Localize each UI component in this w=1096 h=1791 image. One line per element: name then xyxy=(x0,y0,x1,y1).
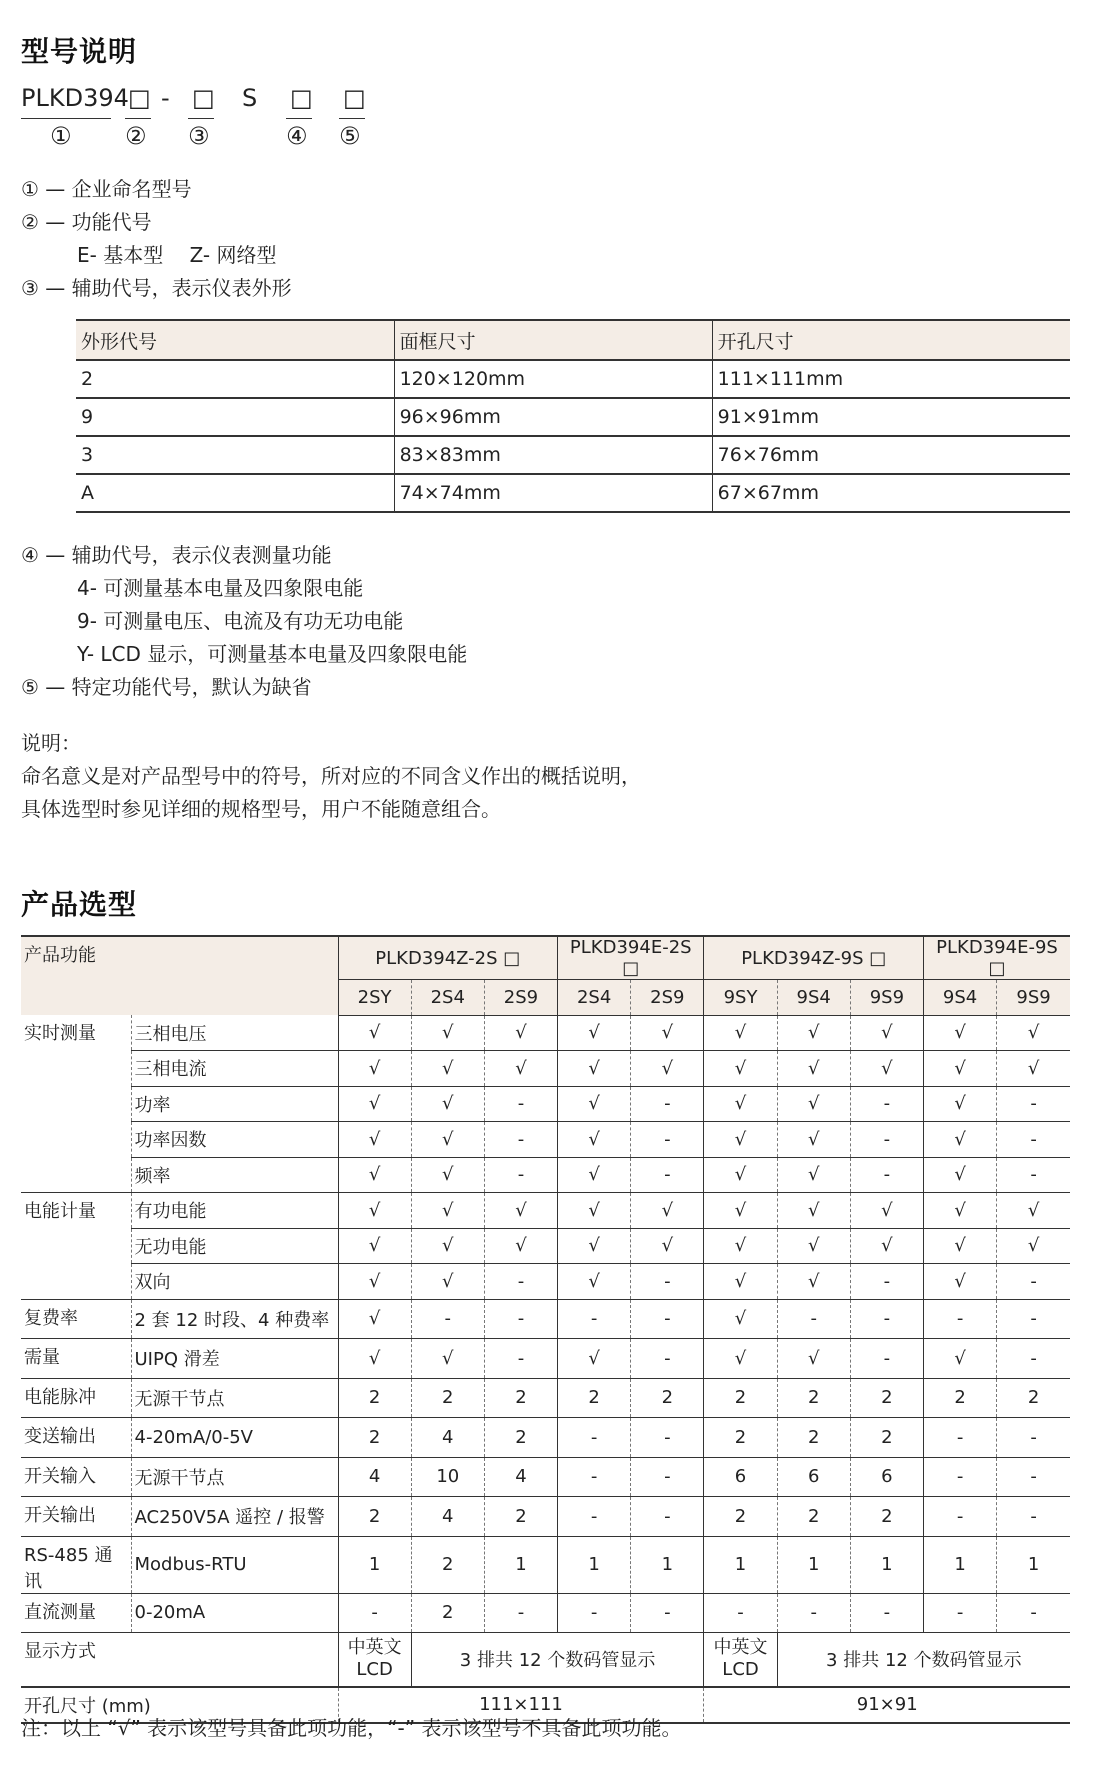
value-cell: √ xyxy=(411,1228,484,1264)
value-cell: - xyxy=(997,1264,1070,1300)
model-box-5: □ xyxy=(343,84,366,112)
value-cell: √ xyxy=(411,1339,484,1379)
cell: 120×120mm xyxy=(394,360,712,398)
category-label: RS-485 通讯 xyxy=(21,1536,131,1593)
model-code-header: 9S4 xyxy=(777,980,850,1016)
value-cell: √ xyxy=(338,1122,411,1158)
value-cell: √ xyxy=(777,1339,850,1379)
value-cell: √ xyxy=(704,1228,777,1264)
value-cell: √ xyxy=(338,1264,411,1300)
value-cell: 1 xyxy=(558,1536,631,1593)
sub-function-label: AC250V5A 遥控 / 报警 xyxy=(131,1497,338,1537)
value-cell: - xyxy=(850,1339,923,1379)
sub-function-label: 无源干节点 xyxy=(131,1457,338,1497)
table-row xyxy=(21,1457,1070,1497)
value-cell: √ xyxy=(631,1228,704,1264)
value-cell: √ xyxy=(924,1193,997,1229)
value-cell: - xyxy=(997,1457,1070,1497)
table-row xyxy=(21,1015,1070,1051)
value-cell: 4 xyxy=(411,1418,484,1458)
value-cell: √ xyxy=(338,1193,411,1229)
value-cell: 4 xyxy=(411,1497,484,1537)
note-line: 说明： xyxy=(21,731,81,755)
model-num-1: ① xyxy=(50,122,72,150)
value-cell: 2 xyxy=(777,1378,850,1418)
cell: 91×91mm xyxy=(712,398,1070,436)
value-cell: √ xyxy=(924,1086,997,1122)
value-cell: √ xyxy=(558,1015,631,1051)
value-cell: √ xyxy=(777,1122,850,1158)
value-cell: √ xyxy=(411,1157,484,1193)
value-cell: 1 xyxy=(631,1536,704,1593)
category-label: 实时测量 xyxy=(21,1015,131,1193)
table-row xyxy=(21,1418,1070,1458)
value-cell: √ xyxy=(338,1015,411,1051)
value-cell: - xyxy=(997,1299,1070,1339)
value-cell: 1 xyxy=(997,1536,1070,1593)
value-cell: √ xyxy=(558,1228,631,1264)
value-cell: - xyxy=(924,1497,997,1537)
value-cell: √ xyxy=(338,1086,411,1122)
value-cell: √ xyxy=(631,1051,704,1087)
sub-function-label: 2 套 12 时段、4 种费率 xyxy=(131,1299,338,1339)
value-cell: - xyxy=(850,1264,923,1300)
table-row xyxy=(21,1228,1070,1264)
value-cell: 2 xyxy=(631,1378,704,1418)
value-cell: 6 xyxy=(850,1457,923,1497)
value-cell: √ xyxy=(777,1228,850,1264)
notes xyxy=(21,727,641,826)
model-code-header: 2SY xyxy=(338,980,411,1016)
sub-function-label: 0-20mA xyxy=(131,1593,338,1633)
value-cell: - xyxy=(850,1122,923,1158)
table-row xyxy=(21,1264,1070,1300)
category-label: 开关输出 xyxy=(21,1497,131,1537)
value-cell: 2 xyxy=(558,1378,631,1418)
model-num-5: ⑤ xyxy=(339,122,361,150)
desc-item: 9- 可测量电压、电流及有功无功电能 xyxy=(77,609,404,633)
cell: A xyxy=(76,474,394,512)
value-cell: - xyxy=(850,1086,923,1122)
value-cell: - xyxy=(777,1593,850,1633)
value-cell: √ xyxy=(338,1299,411,1339)
value-cell: √ xyxy=(338,1157,411,1193)
value-cell: √ xyxy=(484,1051,557,1087)
desc-item: ⑤ — 特定功能代号，默认为缺省 xyxy=(21,675,312,699)
value-cell: √ xyxy=(558,1264,631,1300)
value-cell: 1 xyxy=(484,1536,557,1593)
table-row xyxy=(21,1193,1070,1229)
sub-function-label: 有功电能 xyxy=(131,1193,338,1229)
value-cell: - xyxy=(631,1264,704,1300)
value-cell: - xyxy=(484,1122,557,1158)
value-cell: 2 xyxy=(997,1378,1070,1418)
table-row xyxy=(21,1339,1070,1379)
model-code-header: 2S9 xyxy=(484,980,557,1016)
group-header: PLKD394Z-2S □ xyxy=(338,936,558,980)
value-cell: √ xyxy=(411,1051,484,1087)
value-cell: - xyxy=(631,1157,704,1193)
digits-cell: 3 排共 12 个数码管显示 xyxy=(411,1633,704,1687)
cell: 76×76mm xyxy=(712,436,1070,474)
value-cell: - xyxy=(997,1157,1070,1193)
value-cell: 1 xyxy=(850,1536,923,1593)
value-cell: 1 xyxy=(777,1536,850,1593)
value-cell: √ xyxy=(850,1228,923,1264)
selection-table xyxy=(21,935,1070,1724)
lcd-cell xyxy=(338,1633,411,1687)
lcd-line: 中英文 xyxy=(713,1637,768,1659)
value-cell: √ xyxy=(924,1157,997,1193)
value-cell: - xyxy=(558,1593,631,1633)
value-cell: - xyxy=(631,1457,704,1497)
value-cell: - xyxy=(631,1339,704,1379)
category-label: 复费率 xyxy=(21,1299,131,1339)
category-label: 开关输入 xyxy=(21,1457,131,1497)
desc-item: ④ — 辅助代号，表示仪表测量功能 xyxy=(21,543,332,567)
value-cell: 2 xyxy=(338,1418,411,1458)
desc-item: 4- 可测量基本电量及四象限电能 xyxy=(77,576,364,600)
value-cell: 1 xyxy=(704,1536,777,1593)
value-cell: 2 xyxy=(338,1497,411,1537)
value-cell: √ xyxy=(558,1086,631,1122)
display-label: 显示方式 xyxy=(21,1633,338,1687)
value-cell: 2 xyxy=(411,1536,484,1593)
value-cell: 1 xyxy=(924,1536,997,1593)
value-cell: √ xyxy=(704,1299,777,1339)
value-cell: - xyxy=(558,1299,631,1339)
value-cell: 2 xyxy=(411,1593,484,1633)
model-box-2: □ xyxy=(128,84,151,112)
value-cell: √ xyxy=(631,1015,704,1051)
value-cell: - xyxy=(338,1593,411,1633)
value-cell: √ xyxy=(850,1193,923,1229)
value-cell: √ xyxy=(777,1157,850,1193)
group-header: PLKD394E-2S □ xyxy=(558,936,704,980)
value-cell: - xyxy=(850,1593,923,1633)
footnote: 注：以上 “√” 表示该型号具备此项功能，“-” 表示该型号不具备此项功能。 xyxy=(21,1716,682,1740)
value-cell: √ xyxy=(704,1051,777,1087)
lcd-line: LCD xyxy=(356,1659,393,1681)
digits-cell: 3 排共 12 个数码管显示 xyxy=(777,1633,1070,1687)
value-cell: √ xyxy=(704,1086,777,1122)
cutout-label: 开孔尺寸 (mm) xyxy=(21,1687,338,1724)
sub-function-label: 功率 xyxy=(131,1086,338,1122)
value-cell: √ xyxy=(777,1086,850,1122)
model-letter: S xyxy=(242,84,258,112)
value-cell: √ xyxy=(924,1051,997,1087)
table-row xyxy=(21,1497,1070,1537)
value-cell: √ xyxy=(777,1193,850,1229)
model-num-3: ③ xyxy=(188,122,210,150)
value-cell: √ xyxy=(704,1157,777,1193)
value-cell: √ xyxy=(411,1122,484,1158)
value-cell: - xyxy=(558,1497,631,1537)
value-cell: √ xyxy=(338,1228,411,1264)
table-row xyxy=(21,1536,1070,1593)
sub-function-label: 三相电压 xyxy=(131,1015,338,1051)
value-cell: - xyxy=(777,1299,850,1339)
cell: 74×74mm xyxy=(394,474,712,512)
note-line: 具体选型时参见详细的规格型号，用户不能随意组合。 xyxy=(21,797,501,821)
value-cell: - xyxy=(484,1086,557,1122)
value-cell: - xyxy=(631,1418,704,1458)
value-cell: 2 xyxy=(484,1418,557,1458)
value-cell: 2 xyxy=(338,1378,411,1418)
note-line: 命名意义是对产品型号中的符号，所对应的不同含义作出的概括说明， xyxy=(21,764,641,788)
value-cell: √ xyxy=(484,1015,557,1051)
table-row xyxy=(76,398,1070,436)
value-cell: √ xyxy=(997,1015,1070,1051)
cutout-value: 91×91 xyxy=(704,1687,1070,1724)
table-row xyxy=(21,1299,1070,1339)
value-cell: √ xyxy=(411,1015,484,1051)
sub-function-label: 无功电能 xyxy=(131,1228,338,1264)
cell: 9 xyxy=(76,398,394,436)
section-title-selection: 产品选型 xyxy=(21,888,138,921)
value-cell: - xyxy=(997,1497,1070,1537)
value-cell: 4 xyxy=(338,1457,411,1497)
value-cell: √ xyxy=(484,1193,557,1229)
table-row xyxy=(21,1086,1070,1122)
cutout-value: 111×111 xyxy=(338,1687,704,1724)
value-cell: - xyxy=(484,1157,557,1193)
value-cell: √ xyxy=(850,1051,923,1087)
group-header: PLKD394E-9S □ xyxy=(924,936,1071,980)
value-cell: √ xyxy=(777,1264,850,1300)
value-cell: - xyxy=(997,1418,1070,1458)
value-cell: - xyxy=(631,1122,704,1158)
model-box-3: □ xyxy=(192,84,215,112)
model-code-header: 9SY xyxy=(704,980,777,1016)
table-row xyxy=(21,1157,1070,1193)
value-cell: √ xyxy=(631,1193,704,1229)
value-cell: - xyxy=(411,1299,484,1339)
table-row xyxy=(21,1051,1070,1087)
value-cell: √ xyxy=(411,1193,484,1229)
model-num-4: ④ xyxy=(286,122,308,150)
desc-item: Y- LCD 显示，可测量基本电量及四象限电能 xyxy=(77,642,468,666)
value-cell: √ xyxy=(558,1193,631,1229)
value-cell: - xyxy=(484,1593,557,1633)
value-cell: - xyxy=(631,1497,704,1537)
value-cell: √ xyxy=(924,1339,997,1379)
sub-function-label: 4-20mA/0-5V xyxy=(131,1418,338,1458)
value-cell: 6 xyxy=(704,1457,777,1497)
desc-list-2 xyxy=(21,539,467,704)
value-cell: 10 xyxy=(411,1457,484,1497)
sub-function-label: 无源干节点 xyxy=(131,1378,338,1418)
value-cell: 2 xyxy=(924,1378,997,1418)
value-cell: - xyxy=(924,1457,997,1497)
category-label: 变送输出 xyxy=(21,1418,131,1458)
value-cell: 2 xyxy=(850,1418,923,1458)
value-cell: √ xyxy=(338,1339,411,1379)
value-cell: √ xyxy=(997,1051,1070,1087)
value-cell: 2 xyxy=(850,1378,923,1418)
value-cell: - xyxy=(631,1299,704,1339)
value-cell: - xyxy=(631,1593,704,1633)
desc-list-1 xyxy=(21,173,292,305)
value-cell: √ xyxy=(924,1264,997,1300)
model-code-header: 9S9 xyxy=(850,980,923,1016)
col-header: 面框尺寸 xyxy=(394,320,712,360)
table-row xyxy=(76,360,1070,398)
model-prefix: PLKD394 xyxy=(21,84,129,112)
table-row xyxy=(21,1378,1070,1418)
value-cell: - xyxy=(558,1457,631,1497)
value-cell: - xyxy=(631,1086,704,1122)
sub-function-label: Modbus-RTU xyxy=(131,1536,338,1593)
value-cell: 2 xyxy=(411,1378,484,1418)
value-cell: √ xyxy=(558,1157,631,1193)
value-cell: - xyxy=(924,1418,997,1458)
value-cell: √ xyxy=(850,1015,923,1051)
table-row xyxy=(21,1593,1070,1633)
desc-item: E- 基本型 Z- 网络型 xyxy=(77,243,277,267)
model-code-header: 2S4 xyxy=(411,980,484,1016)
value-cell: √ xyxy=(484,1228,557,1264)
model-code-header: 2S9 xyxy=(631,980,704,1016)
value-cell: √ xyxy=(924,1015,997,1051)
value-cell: √ xyxy=(338,1051,411,1087)
value-cell: √ xyxy=(704,1264,777,1300)
sub-function-label: 三相电流 xyxy=(131,1051,338,1087)
value-cell: 1 xyxy=(338,1536,411,1593)
value-cell: - xyxy=(558,1418,631,1458)
value-cell: √ xyxy=(411,1086,484,1122)
section-title-model: 型号说明 xyxy=(21,35,138,68)
desc-item: ③ — 辅助代号，表示仪表外形 xyxy=(21,276,292,300)
value-cell: 2 xyxy=(777,1418,850,1458)
value-cell: - xyxy=(997,1339,1070,1379)
value-cell: 2 xyxy=(484,1497,557,1537)
value-cell: √ xyxy=(777,1015,850,1051)
lcd-line: 中英文 xyxy=(347,1637,402,1659)
lcd-cell xyxy=(704,1633,777,1687)
value-cell: √ xyxy=(558,1051,631,1087)
sub-function-label: UIPQ 滑差 xyxy=(131,1339,338,1379)
model-code-header: 9S4 xyxy=(924,980,997,1016)
value-cell: 2 xyxy=(704,1418,777,1458)
cell: 2 xyxy=(76,360,394,398)
value-cell: 2 xyxy=(850,1497,923,1537)
value-cell: - xyxy=(704,1593,777,1633)
value-cell: - xyxy=(997,1122,1070,1158)
col-header: 外形代号 xyxy=(76,320,394,360)
value-cell: - xyxy=(484,1339,557,1379)
desc-item: ① — 企业命名型号 xyxy=(21,177,192,201)
sub-function-label: 双向 xyxy=(131,1264,338,1300)
value-cell: - xyxy=(850,1157,923,1193)
value-cell: √ xyxy=(411,1264,484,1300)
sub-function-label: 功率因数 xyxy=(131,1122,338,1158)
cell: 3 xyxy=(76,436,394,474)
value-cell: - xyxy=(924,1299,997,1339)
value-cell: √ xyxy=(558,1122,631,1158)
value-cell: 2 xyxy=(704,1497,777,1537)
model-box-4: □ xyxy=(290,84,313,112)
value-cell: - xyxy=(924,1593,997,1633)
value-cell: √ xyxy=(924,1122,997,1158)
table-row xyxy=(76,436,1070,474)
value-cell: - xyxy=(484,1264,557,1300)
value-cell: 4 xyxy=(484,1457,557,1497)
desc-item: ② — 功能代号 xyxy=(21,210,152,234)
category-label: 电能脉冲 xyxy=(21,1378,131,1418)
value-cell: √ xyxy=(558,1339,631,1379)
display-row xyxy=(21,1633,1070,1687)
value-cell: 6 xyxy=(777,1457,850,1497)
cell: 96×96mm xyxy=(394,398,712,436)
cell: 67×67mm xyxy=(712,474,1070,512)
value-cell: 2 xyxy=(484,1378,557,1418)
cell: 83×83mm xyxy=(394,436,712,474)
cell: 111×111mm xyxy=(712,360,1070,398)
model-dash: - xyxy=(161,84,170,112)
value-cell: - xyxy=(484,1299,557,1339)
value-cell: - xyxy=(850,1299,923,1339)
value-cell: √ xyxy=(997,1228,1070,1264)
value-cell: - xyxy=(997,1593,1070,1633)
category-label: 电能计量 xyxy=(21,1193,131,1300)
value-cell: √ xyxy=(704,1122,777,1158)
value-cell: 2 xyxy=(704,1378,777,1418)
table-row xyxy=(76,474,1070,512)
category-label: 需量 xyxy=(21,1339,131,1379)
value-cell: 2 xyxy=(777,1497,850,1537)
value-cell: √ xyxy=(777,1051,850,1087)
lcd-line: LCD xyxy=(722,1659,759,1681)
value-cell: √ xyxy=(924,1228,997,1264)
model-code-header: 2S4 xyxy=(558,980,631,1016)
table-row xyxy=(21,1122,1070,1158)
model-num-2: ② xyxy=(125,122,147,150)
sub-function-label: 频率 xyxy=(131,1157,338,1193)
value-cell: √ xyxy=(704,1015,777,1051)
shape-code-table xyxy=(76,319,1070,513)
col-header: 开孔尺寸 xyxy=(712,320,1070,360)
value-cell: √ xyxy=(704,1193,777,1229)
group-header: PLKD394Z-9S □ xyxy=(704,936,924,980)
value-cell: √ xyxy=(997,1193,1070,1229)
value-cell: - xyxy=(997,1086,1070,1122)
value-cell: √ xyxy=(704,1339,777,1379)
category-label: 直流测量 xyxy=(21,1593,131,1633)
func-header: 产品功能 xyxy=(21,936,338,1015)
model-code-header: 9S9 xyxy=(997,980,1070,1016)
